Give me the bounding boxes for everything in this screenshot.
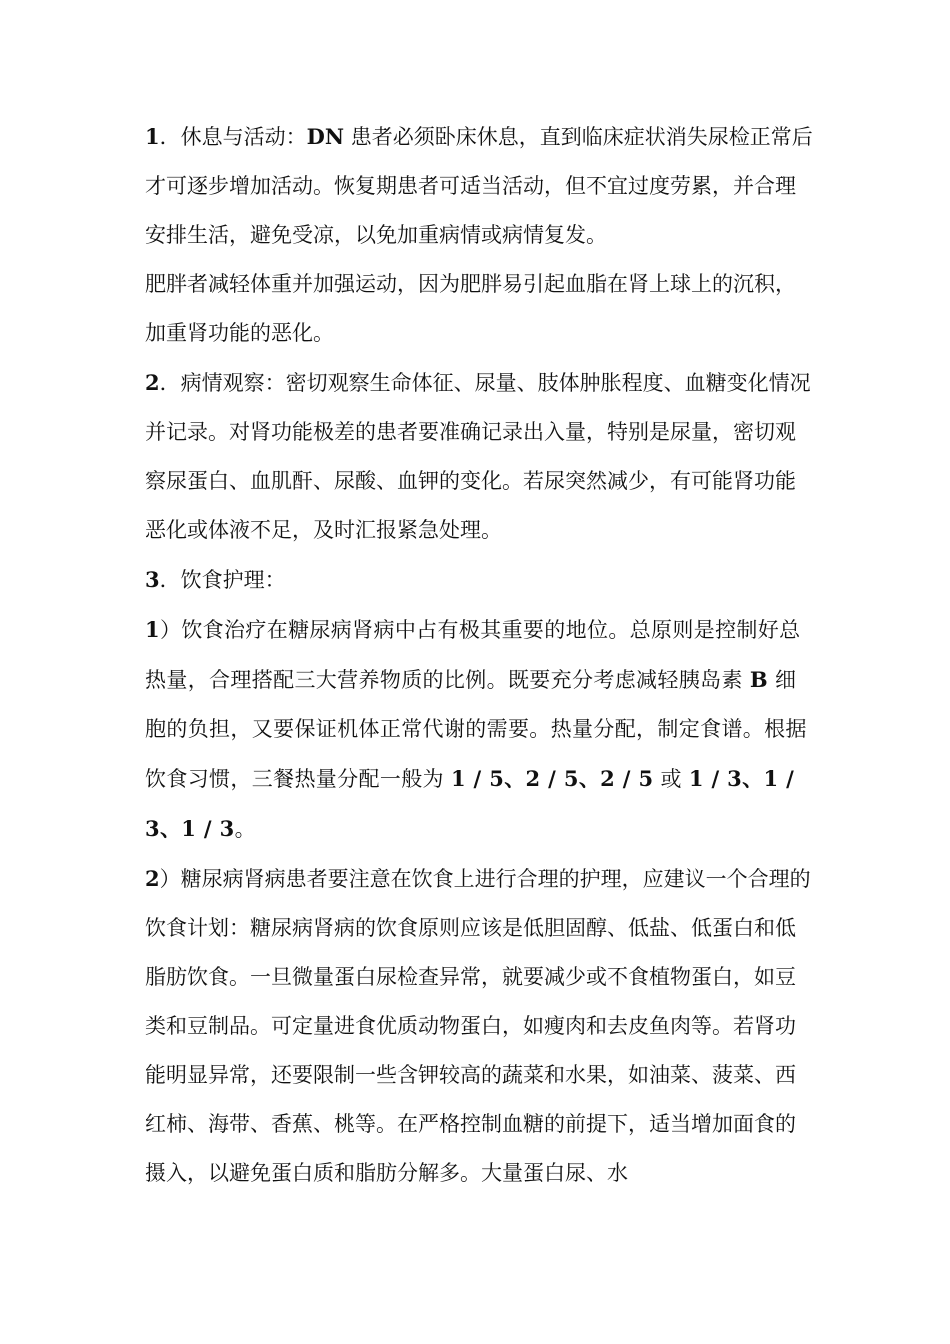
section-number: 1 (145, 124, 160, 149)
section-number: 2 (145, 370, 160, 395)
paragraph-text: 细胞的负担，又要保证机体正常代谢的需要。热量分配，制定食谱。根据饮食习惯，三餐热量分配一般为 (145, 668, 807, 791)
or-word: 或 (653, 767, 689, 791)
bold-term-dn: DN (306, 124, 345, 149)
ratio-option-1: 1 / 5、2 / 5、2 / 5 (450, 766, 654, 791)
bold-term-b: B (749, 667, 768, 692)
paragraph-obesity (145, 260, 815, 358)
document-body (145, 112, 815, 1198)
paragraph-text: 肥胖者减轻体重并加强运动，因为肥胖易引起血脂在肾上球上的沉积，加重肾功能的恶化。 (145, 272, 796, 345)
paragraph-text: ）饮食治疗在糖尿病肾病中占有极其重要的地位。总原则是控制好总热量，合理搭配三大营养物质的比例。既要充分考虑减轻胰岛素 (145, 618, 801, 692)
paragraph-diet-2 (145, 854, 815, 1198)
paragraph-rest-activity (145, 112, 815, 260)
item-number: 2 (145, 866, 160, 891)
paragraph-text: 患者必须卧床休息，直到临床症状消失尿检正常后才可逐步增加活动。恢复期患者可适当活动，但不宜过度劳累，并合理安排生活，避免受凉，以免加重病情或病情复发。 (145, 125, 813, 247)
paragraph-observation (145, 358, 815, 555)
section-heading: ．休息与活动： (159, 125, 307, 149)
paragraph-diet-heading (145, 555, 815, 605)
item-number: 1 (145, 617, 160, 642)
section-heading: ．饮食护理： (159, 568, 286, 592)
paragraph-diet-1 (145, 605, 815, 854)
paragraph-text: ．病情观察：密切观察生命体征、尿量、肢体肿胀程度、血糖变化情况并记录。对肾功能极差的患者要准确记录出入量，特别是尿量，密切观察尿蛋白、血肌酐、尿酸、血钾的变化。若尿突然减少，有可能肾功能恶化或体液不足，及时汇报紧急处理。 (145, 371, 811, 542)
section-number: 3 (145, 567, 160, 592)
paragraph-text: ）糖尿病肾病患者要注意在饮食上进行合理的护理，应建议一个合理的饮食计划：糖尿病肾病的饮食原则应该是低胆固醇、低盐、低蛋白和低脂肪饮食。一旦微量蛋白尿检查异常，就要减少或不食植物蛋白，如豆类和豆制品。可定量进食优质动物蛋白，如瘦肉和去皮鱼肉等。若肾功能明显异常，还要限制一些含钾较高的蔬菜和水果，如油菜、菠菜、西红柿、海带、香蕉、桃等。在严格控制血糖的前提下，适当增加面食的摄入，以避免蛋白质和脂肪分解多。大量蛋白尿、水 (145, 867, 811, 1185)
ratio-option-2: 1 / 3、1 / 3、1 / 3 (145, 766, 795, 841)
paragraph-end: 。 (234, 817, 256, 841)
